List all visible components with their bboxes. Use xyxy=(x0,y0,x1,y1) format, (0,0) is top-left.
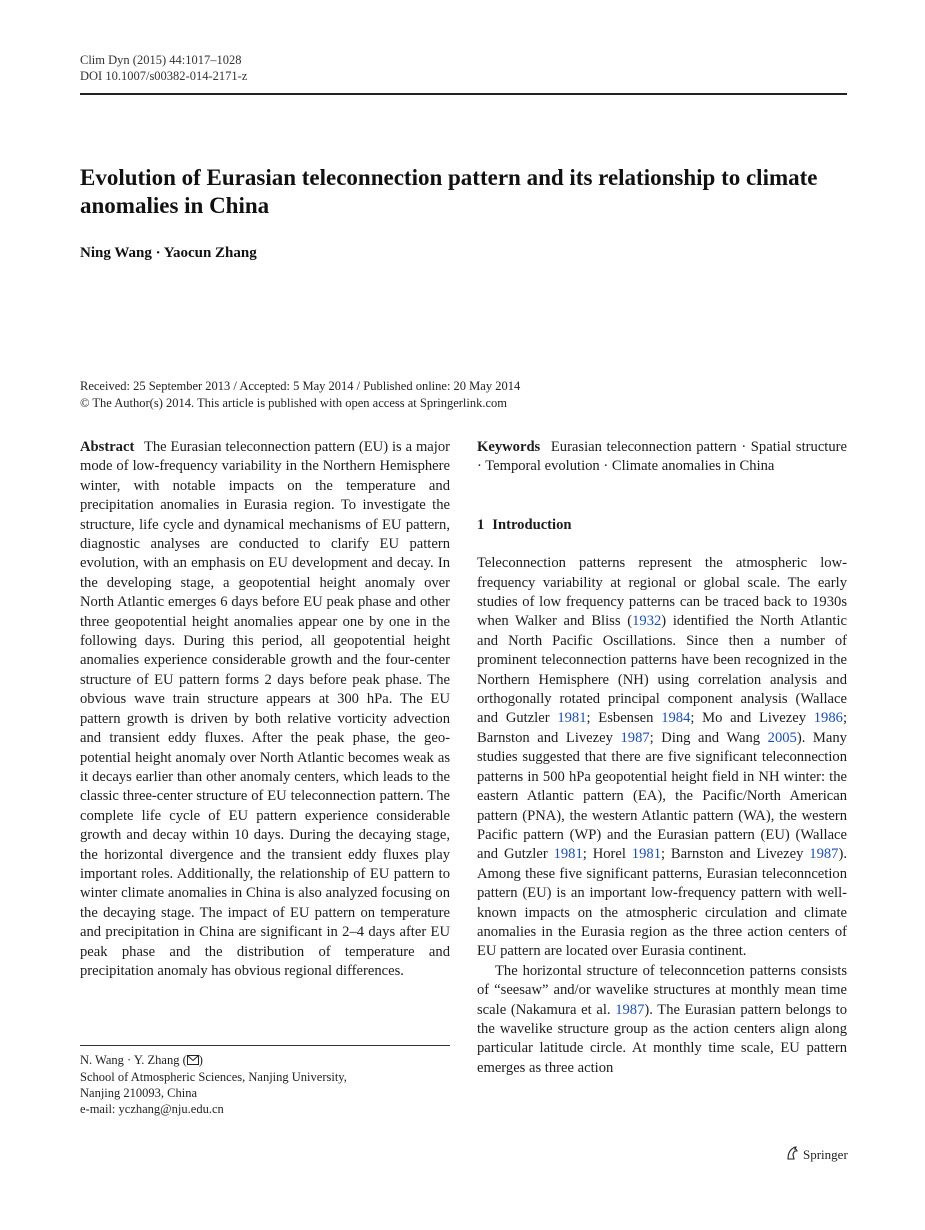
citation-link[interactable]: 1984 xyxy=(661,710,691,727)
springer-horse-icon xyxy=(784,1145,800,1165)
springer-logo xyxy=(784,1145,848,1165)
copyright-line: © The Author(s) 2014. This article is published with open access at Springerlink.com xyxy=(80,396,508,410)
paragraph-text: ). The Eurasian pattern belongs to the wavelike structure group as the action centers align along particular latitude circle. At monthly time scale, EU pattern emerges as three action xyxy=(477,1001,847,1076)
footnote-email[interactable]: e-mail: yczhang@nju.edu.cn xyxy=(80,1102,224,1116)
footnote-authors-close: ) xyxy=(198,1053,203,1067)
right-column xyxy=(477,438,847,1078)
abstract-label: Abstract xyxy=(80,439,135,455)
paragraph-text: ). Among these five significant patterns, Eurasian teleconncetion pattern (EU) is an important low-frequency pattern with well-known impacts on the atmospheric circulation and climate anomalies in the Eurasia region as the three action centers of EU pattern are located over Eurasia continent. xyxy=(477,846,847,960)
citation-link[interactable]: 1987 xyxy=(809,846,839,863)
paragraph-text: ; Ding and Wang xyxy=(649,729,768,746)
dates-line: Received: 25 September 2013 / Accepted: 5 May 2014 / Published online: 20 May 2014 xyxy=(80,379,521,393)
footnote-affiliation: School of Atmospheric Sciences, Nanjing University, xyxy=(80,1070,347,1084)
article-title: Evolution of Eurasian teleconnection pattern and its relationship to climate anomalies in China xyxy=(80,165,818,218)
footnote-city: Nanjing 210093, China xyxy=(80,1086,198,1100)
keywords-label: Keywords xyxy=(477,439,541,455)
paragraph-text: ). Many studies suggested that there are five significant teleconnection patterns in 500 hPa geopotential height field in NH winter: the eastern Atlantic pattern (EA), the Pacific/North American pattern (PNA), the western Atlantic pattern (WA), the western Pacific pattern (WP) and the Eurasian pattern (EU) (Wallace and Gutzler xyxy=(477,729,847,863)
intro-paragraph-1 xyxy=(477,554,847,962)
section-title: Introduction xyxy=(492,516,572,533)
paragraph-text: ; Mo and Livezey xyxy=(690,710,814,727)
publication-dates xyxy=(80,378,520,412)
section-heading xyxy=(477,516,847,535)
citation-link[interactable]: 1981 xyxy=(553,846,583,863)
citation-link[interactable]: 2005 xyxy=(767,729,797,746)
citation-link[interactable]: 1986 xyxy=(813,710,843,727)
citation-link[interactable]: 1987 xyxy=(620,729,650,746)
citation-link[interactable]: 1932 xyxy=(632,613,662,630)
paragraph-text: ) identified the North Atlantic and North Pacific Oscillations. Since then a number of prominent teleconnection patterns have been recognized in the Northern Hemisphere (NH) using correlation analysis and orthogonally rotated principal component analysis (Wallace and Gutzler xyxy=(477,613,847,727)
paragraph-text: ; Barnston and Livezey xyxy=(660,846,810,863)
footnote-rule xyxy=(80,1045,450,1046)
header-rule xyxy=(80,93,847,95)
abstract xyxy=(80,438,450,981)
section-number: 1 xyxy=(477,516,485,533)
intro-paragraph-2 xyxy=(477,962,847,1078)
citation-link[interactable]: 1987 xyxy=(615,1001,645,1018)
paragraph-text: ; Esbensen xyxy=(586,710,662,727)
journal-citation: Clim Dyn (2015) 44:1017–1028 xyxy=(80,53,242,67)
keywords xyxy=(477,438,847,477)
footnote-authors-line xyxy=(80,1052,450,1069)
paragraph-text: Teleconnection patterns represent the atmospheric low-frequency variability at regional or global scale. The early studies of low frequency patterns can be traced back to 1930s when Walker and Bliss ( xyxy=(477,555,847,630)
authors: Ning Wang · Yaocun Zhang xyxy=(80,245,257,261)
paragraph-text: The horizontal structure of teleconncetion patterns consists of “seesaw” and/or wavelike structures at monthly mean time scale (Nakamura et al. xyxy=(477,962,847,1018)
citation-link[interactable]: 1981 xyxy=(557,710,587,727)
citation-link[interactable]: 1981 xyxy=(631,846,661,863)
paragraph-text: ; Horel xyxy=(582,846,632,863)
envelope-icon[interactable] xyxy=(187,1053,199,1069)
footnote-authors: N. Wang · Y. Zhang ( xyxy=(80,1053,187,1067)
paragraph-text: ; Barnston and Livezey xyxy=(477,710,847,746)
abstract-text: The Eurasian teleconnection pattern (EU) is a major mode of low-frequency variability in the Northern Hemisphere winter, with notable impacts on the temperature and precipitation anomalies in Eurasia region. To investigate the structure, life cycle and dynamical mechanisms of EU pattern, diagnostic analyses are conducted to clarify EU pattern evolution, with an emphasis on EU development and decay. In the developing stage, a geopotential height anomaly over North Atlantic emerges 6 days before EU peak phase and other three geopotential height anomalies appear one by one in the following days. During this period, all geopotential height anomalies experience considerable growth and the four-center structure of EU pattern forms 2 days before peak phase. The obvious wave train structure appears at 300 hPa. The EU pattern growth is driven by both relative vorticity advection and transient eddy fluxes. After the peak phase, the geopotential height anomaly over North Atlantic becomes weak as it decays earlier than other anomaly centers, which leads to the classic three-center structure of EU teleconnection pattern. The complete life cycle of EU pattern experience considerable growth and decay within 10 days. During the decaying stage, the horizontal divergence and the transient eddy fluxes play important roles. Additionally, the relationship of EU pattern to winter climate anomalies in China is also analyzed focusing on the decaying stage. The impact of EU pattern on temperature and precipitation in China are significant in 2–4 days after EU peak phase and the distribution of temperature and precipitation anomaly has obvious regional differences. xyxy=(80,439,450,979)
publisher-name: Springer xyxy=(803,1147,848,1162)
keywords-text: Eurasian teleconnection pattern · Spatial structure · Temporal evolution · Climate anomalies in China xyxy=(477,439,847,475)
author-footnote xyxy=(80,1052,450,1117)
doi[interactable]: DOI 10.1007/s00382-014-2171-z xyxy=(80,69,248,83)
